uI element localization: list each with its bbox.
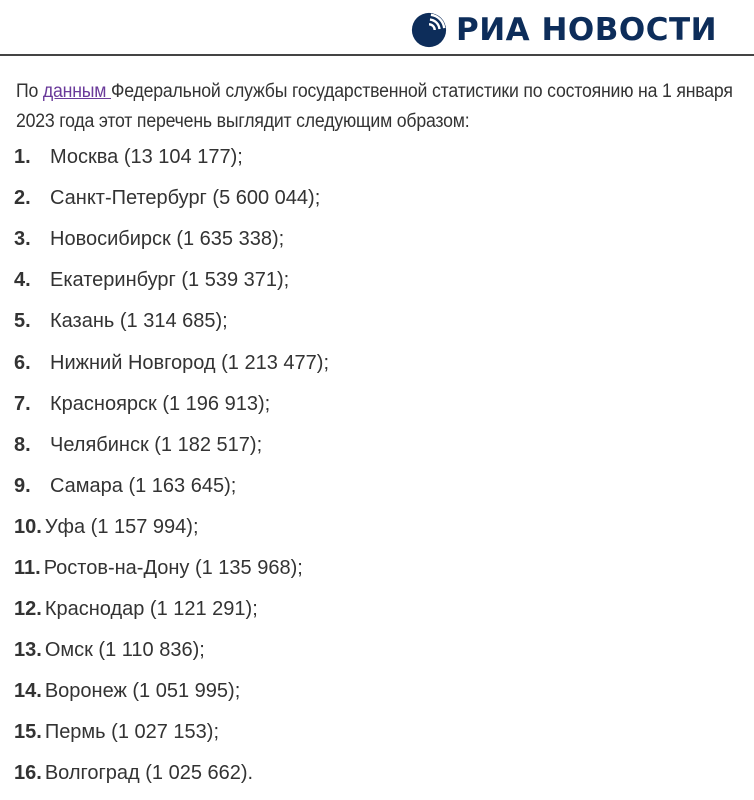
header-divider [0, 54, 754, 56]
item-number: 2. [14, 187, 31, 210]
item-number: 14. [14, 680, 42, 703]
list-item [14, 137, 329, 178]
site-header [0, 0, 754, 54]
list-item [14, 425, 329, 466]
ria-novosti-logo[interactable] [410, 10, 717, 50]
list-item [14, 342, 329, 383]
item-text: Пермь (1 027 153); [44, 721, 220, 744]
item-text: Санкт-Петербург (5 600 044); [50, 187, 321, 210]
item-text: Волгоград (1 025 662). [44, 762, 254, 785]
item-text: Красноярск (1 196 913); [50, 392, 271, 415]
intro-text-start: По [16, 81, 43, 102]
list-item [14, 630, 329, 671]
item-text: Уфа (1 157 994); [44, 515, 199, 538]
list-item [14, 384, 329, 425]
ria-globe-icon [410, 11, 448, 49]
logo-text: РИА НОВОСТИ [456, 12, 718, 48]
item-text: Екатеринбург (1 539 371); [50, 269, 290, 292]
list-item [14, 712, 329, 753]
list-item [14, 260, 329, 301]
item-number: 10. [14, 515, 42, 538]
item-text: Воронеж (1 051 995); [44, 680, 241, 703]
item-text: Челябинск (1 182 517); [50, 433, 263, 456]
item-number: 12. [14, 598, 42, 621]
list-item [14, 219, 329, 260]
item-number: 7. [14, 392, 31, 415]
list-item [14, 753, 329, 794]
item-number: 9. [14, 474, 31, 497]
item-text: Новосибирск (1 635 338); [50, 228, 285, 251]
item-number: 11. [14, 556, 41, 579]
list-item [14, 589, 329, 630]
item-text: Москва (13 104 177); [50, 146, 243, 169]
item-number: 3. [14, 228, 31, 251]
item-text: Нижний Новгород (1 213 477); [50, 351, 329, 374]
item-text: Краснодар (1 121 291); [44, 598, 258, 621]
list-item [14, 466, 329, 507]
intro-text-end: Федеральной службы государственной статистики по состоянию на 1 января 2023 года этот перечень выглядит следующим образом: [16, 81, 733, 132]
intro-paragraph [16, 77, 754, 137]
item-text: Самара (1 163 645); [50, 474, 237, 497]
item-number: 6. [14, 351, 31, 374]
item-number: 8. [14, 433, 31, 456]
list-item [14, 301, 329, 342]
item-number: 15. [14, 721, 42, 744]
list-item [14, 671, 329, 712]
cities-list [14, 137, 329, 795]
item-text: Омск (1 110 836); [44, 639, 205, 662]
item-number: 13. [14, 639, 42, 662]
item-number: 5. [14, 310, 31, 333]
item-text: Ростов-на-Дону (1 135 968); [43, 556, 303, 579]
item-text: Казань (1 314 685); [50, 310, 228, 333]
source-link[interactable]: данным [42, 81, 112, 102]
item-number: 1. [14, 146, 31, 169]
item-number: 16. [14, 762, 42, 785]
list-item [14, 507, 329, 548]
list-item [14, 178, 329, 219]
item-number: 4. [14, 269, 31, 292]
list-item [14, 548, 329, 589]
